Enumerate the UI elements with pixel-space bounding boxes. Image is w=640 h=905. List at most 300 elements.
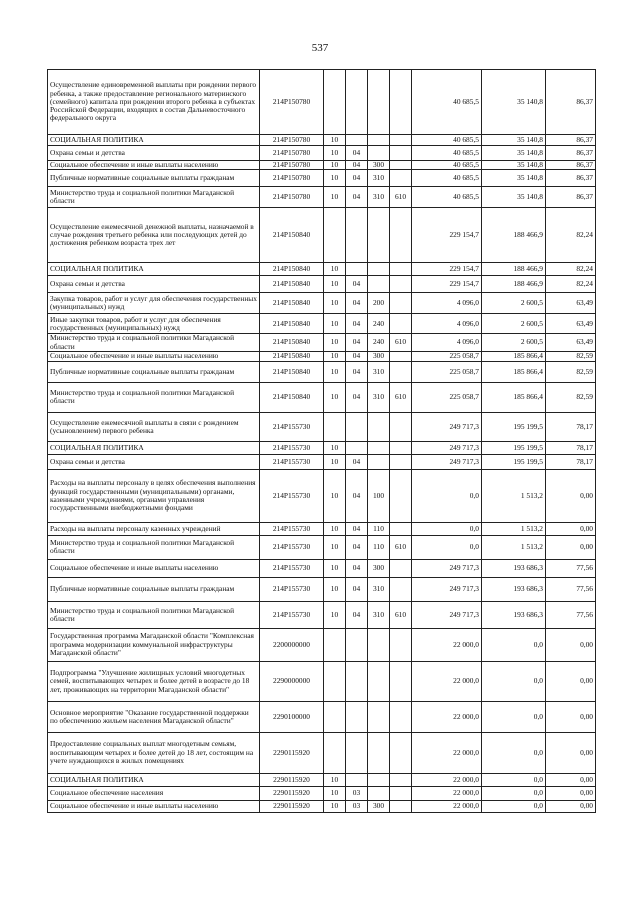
section-cell: 10 xyxy=(324,161,346,170)
subsection-cell: 04 xyxy=(346,522,368,535)
section-cell: 10 xyxy=(324,454,346,469)
admin-code-cell xyxy=(390,522,412,535)
subsection-cell xyxy=(346,135,368,146)
subsection-cell xyxy=(346,208,368,263)
admin-code-cell xyxy=(390,351,412,361)
target-code-cell: 214P155730 xyxy=(260,535,324,559)
execution-percent-cell: 86,37 xyxy=(546,70,596,135)
row-name-cell: СОЦИАЛЬНАЯ ПОЛИТИКА xyxy=(48,773,260,786)
execution-percent-cell: 0,00 xyxy=(546,701,596,732)
row-name-cell: Расходы на выплаты персоналу казенных учреждений xyxy=(48,522,260,535)
row-name-cell: Осуществление единовременной выплаты при рождении первого ребенка, а также предоставление регионального материнского (семейного) капитала при рождении второго ребенка в субъектах Российской Федерации, входящих в состав Дальневосточного федерального округа xyxy=(48,70,260,135)
admin-code-cell: 610 xyxy=(390,535,412,559)
admin-code-cell xyxy=(390,732,412,773)
planned-amount-cell: 40 685,5 xyxy=(412,70,482,135)
expense-type-cell: 310 xyxy=(368,577,390,601)
admin-code-cell xyxy=(390,577,412,601)
admin-code-cell xyxy=(390,661,412,701)
planned-amount-cell: 22 000,0 xyxy=(412,701,482,732)
execution-percent-cell: 86,37 xyxy=(546,161,596,170)
planned-amount-cell: 40 685,5 xyxy=(412,187,482,208)
target-code-cell: 2290115920 xyxy=(260,732,324,773)
executed-amount-cell: 0,0 xyxy=(482,701,546,732)
subsection-cell xyxy=(346,661,368,701)
execution-percent-cell: 82,59 xyxy=(546,351,596,361)
row-name-cell: Социальное обеспечение и иные выплаты населению xyxy=(48,800,260,812)
table-row xyxy=(48,382,596,412)
planned-amount-cell: 225 058,7 xyxy=(412,351,482,361)
admin-code-cell xyxy=(390,135,412,146)
executed-amount-cell: 35 140,8 xyxy=(482,70,546,135)
row-name-cell: Осуществление ежемесячной денежной выплаты, назначаемой в случае рождения третьего ребенка или последующих детей до достижения ребенком возраста трех лет xyxy=(48,208,260,263)
execution-percent-cell: 77,56 xyxy=(546,559,596,577)
target-code-cell: 214P150840 xyxy=(260,263,324,276)
planned-amount-cell: 4 096,0 xyxy=(412,293,482,314)
budget-table xyxy=(47,69,596,813)
subsection-cell xyxy=(346,441,368,454)
table-row xyxy=(48,628,596,661)
executed-amount-cell: 193 686,3 xyxy=(482,577,546,601)
admin-code-cell xyxy=(390,276,412,293)
planned-amount-cell: 22 000,0 xyxy=(412,732,482,773)
section-cell: 10 xyxy=(324,187,346,208)
table-row xyxy=(48,577,596,601)
executed-amount-cell: 195 199,5 xyxy=(482,412,546,441)
target-code-cell: 214P150780 xyxy=(260,70,324,135)
execution-percent-cell: 63,49 xyxy=(546,334,596,352)
section-cell: 10 xyxy=(324,135,346,146)
subsection-cell: 04 xyxy=(346,469,368,522)
table-row xyxy=(48,732,596,773)
admin-code-cell xyxy=(390,293,412,314)
subsection-cell: 04 xyxy=(346,559,368,577)
section-cell: 10 xyxy=(324,263,346,276)
executed-amount-cell: 0,0 xyxy=(482,773,546,786)
table-row xyxy=(48,441,596,454)
section-cell: 10 xyxy=(324,382,346,412)
admin-code-cell xyxy=(390,412,412,441)
admin-code-cell xyxy=(390,170,412,187)
section-cell: 10 xyxy=(324,522,346,535)
admin-code-cell: 610 xyxy=(390,334,412,352)
admin-code-cell xyxy=(390,361,412,382)
table-row xyxy=(48,361,596,382)
row-name-cell: СОЦИАЛЬНАЯ ПОЛИТИКА xyxy=(48,263,260,276)
expense-type-cell: 310 xyxy=(368,361,390,382)
row-name-cell: Основное мероприятие "Оказание государственной поддержки по обеспечению жильем населения Магаданской области" xyxy=(48,701,260,732)
subsection-cell: 03 xyxy=(346,786,368,800)
row-name-cell: Социальное обеспечение населения xyxy=(48,786,260,800)
target-code-cell: 214P150840 xyxy=(260,334,324,352)
subsection-cell: 04 xyxy=(346,577,368,601)
page-number: 537 xyxy=(311,42,329,54)
execution-percent-cell: 86,37 xyxy=(546,170,596,187)
target-code-cell: 214P155730 xyxy=(260,577,324,601)
row-name-cell: Публичные нормативные социальные выплаты гражданам xyxy=(48,577,260,601)
execution-percent-cell: 86,37 xyxy=(546,146,596,161)
table-row xyxy=(48,170,596,187)
admin-code-cell: 610 xyxy=(390,382,412,412)
subsection-cell xyxy=(346,628,368,661)
executed-amount-cell: 0,0 xyxy=(482,800,546,812)
target-code-cell: 214P155730 xyxy=(260,454,324,469)
admin-code-cell: 610 xyxy=(390,601,412,628)
executed-amount-cell: 185 866,4 xyxy=(482,382,546,412)
table-row xyxy=(48,522,596,535)
planned-amount-cell: 249 717,3 xyxy=(412,454,482,469)
expense-type-cell xyxy=(368,441,390,454)
admin-code-cell xyxy=(390,469,412,522)
execution-percent-cell: 86,37 xyxy=(546,135,596,146)
planned-amount-cell: 249 717,3 xyxy=(412,559,482,577)
admin-code-cell xyxy=(390,314,412,334)
admin-code-cell xyxy=(390,146,412,161)
admin-code-cell: 610 xyxy=(390,187,412,208)
planned-amount-cell: 229 154,7 xyxy=(412,263,482,276)
row-name-cell: Охрана семьи и детства xyxy=(48,146,260,161)
planned-amount-cell: 4 096,0 xyxy=(412,314,482,334)
section-cell xyxy=(324,70,346,135)
section-cell: 10 xyxy=(324,773,346,786)
planned-amount-cell: 229 154,7 xyxy=(412,276,482,293)
executed-amount-cell: 2 600,5 xyxy=(482,334,546,352)
subsection-cell: 04 xyxy=(346,293,368,314)
subsection-cell: 04 xyxy=(346,334,368,352)
planned-amount-cell: 225 058,7 xyxy=(412,361,482,382)
executed-amount-cell: 1 513,2 xyxy=(482,535,546,559)
execution-percent-cell: 0,00 xyxy=(546,628,596,661)
row-name-cell: Расходы на выплаты персоналу в целях обеспечения выполнения функций государственными (муниципальными) органами, казенными учреждениями, органами управления государственными внебюджетными фондами xyxy=(48,469,260,522)
section-cell xyxy=(324,701,346,732)
executed-amount-cell: 35 140,8 xyxy=(482,161,546,170)
subsection-cell xyxy=(346,773,368,786)
planned-amount-cell: 40 685,5 xyxy=(412,170,482,187)
execution-percent-cell: 0,00 xyxy=(546,732,596,773)
executed-amount-cell: 2 600,5 xyxy=(482,293,546,314)
row-name-cell: Иные закупки товаров, работ и услуг для обеспечения государственных (муниципальных) нужд xyxy=(48,314,260,334)
expense-type-cell xyxy=(368,773,390,786)
target-code-cell: 214P150780 xyxy=(260,135,324,146)
target-code-cell: 214P150780 xyxy=(260,170,324,187)
subsection-cell: 04 xyxy=(346,146,368,161)
planned-amount-cell: 22 000,0 xyxy=(412,628,482,661)
admin-code-cell xyxy=(390,800,412,812)
row-name-cell: Охрана семьи и детства xyxy=(48,454,260,469)
table-row xyxy=(48,146,596,161)
row-name-cell: Социальное обеспечение и иные выплаты населению xyxy=(48,161,260,170)
subsection-cell: 04 xyxy=(346,161,368,170)
expense-type-cell: 310 xyxy=(368,601,390,628)
planned-amount-cell: 40 685,5 xyxy=(412,135,482,146)
section-cell: 10 xyxy=(324,441,346,454)
executed-amount-cell: 2 600,5 xyxy=(482,314,546,334)
target-code-cell: 214P150840 xyxy=(260,351,324,361)
table-row xyxy=(48,701,596,732)
subsection-cell xyxy=(346,412,368,441)
subsection-cell: 04 xyxy=(346,314,368,334)
subsection-cell: 04 xyxy=(346,276,368,293)
table-row xyxy=(48,351,596,361)
subsection-cell: 04 xyxy=(346,170,368,187)
table-row xyxy=(48,276,596,293)
target-code-cell: 214P155730 xyxy=(260,601,324,628)
target-code-cell: 214P155730 xyxy=(260,469,324,522)
row-name-cell: Публичные нормативные социальные выплаты гражданам xyxy=(48,361,260,382)
expense-type-cell xyxy=(368,70,390,135)
execution-percent-cell: 77,56 xyxy=(546,601,596,628)
subsection-cell: 04 xyxy=(346,454,368,469)
target-code-cell: 2290115920 xyxy=(260,800,324,812)
planned-amount-cell: 40 685,5 xyxy=(412,146,482,161)
admin-code-cell xyxy=(390,263,412,276)
subsection-cell: 04 xyxy=(346,351,368,361)
executed-amount-cell: 35 140,8 xyxy=(482,135,546,146)
execution-percent-cell: 0,00 xyxy=(546,469,596,522)
row-name-cell: Министерство труда и социальной политики Магаданской области xyxy=(48,601,260,628)
executed-amount-cell: 193 686,3 xyxy=(482,601,546,628)
table-row xyxy=(48,70,596,135)
target-code-cell: 214P155730 xyxy=(260,559,324,577)
planned-amount-cell: 22 000,0 xyxy=(412,661,482,701)
execution-percent-cell: 63,49 xyxy=(546,314,596,334)
execution-percent-cell: 63,49 xyxy=(546,293,596,314)
admin-code-cell xyxy=(390,773,412,786)
expense-type-cell: 310 xyxy=(368,187,390,208)
admin-code-cell xyxy=(390,454,412,469)
execution-percent-cell: 0,00 xyxy=(546,773,596,786)
subsection-cell: 04 xyxy=(346,382,368,412)
executed-amount-cell: 188 466,9 xyxy=(482,208,546,263)
admin-code-cell xyxy=(390,208,412,263)
execution-percent-cell: 82,24 xyxy=(546,208,596,263)
expense-type-cell xyxy=(368,412,390,441)
table-row xyxy=(48,293,596,314)
executed-amount-cell: 1 513,2 xyxy=(482,522,546,535)
subsection-cell xyxy=(346,701,368,732)
execution-percent-cell: 0,00 xyxy=(546,786,596,800)
executed-amount-cell: 35 140,8 xyxy=(482,146,546,161)
target-code-cell: 2290115920 xyxy=(260,773,324,786)
section-cell: 10 xyxy=(324,786,346,800)
target-code-cell: 214P155730 xyxy=(260,522,324,535)
executed-amount-cell: 188 466,9 xyxy=(482,263,546,276)
table-row xyxy=(48,263,596,276)
subsection-cell xyxy=(346,732,368,773)
row-name-cell: Министерство труда и социальной политики Магаданской области xyxy=(48,334,260,352)
table-row xyxy=(48,135,596,146)
planned-amount-cell: 22 000,0 xyxy=(412,773,482,786)
table-row xyxy=(48,800,596,812)
expense-type-cell: 310 xyxy=(368,382,390,412)
planned-amount-cell: 40 685,5 xyxy=(412,161,482,170)
table-row xyxy=(48,661,596,701)
section-cell: 10 xyxy=(324,146,346,161)
table-row xyxy=(48,187,596,208)
section-cell xyxy=(324,661,346,701)
row-name-cell: СОЦИАЛЬНАЯ ПОЛИТИКА xyxy=(48,441,260,454)
planned-amount-cell: 0,0 xyxy=(412,469,482,522)
section-cell: 10 xyxy=(324,361,346,382)
row-name-cell: Министерство труда и социальной политики Магаданской области xyxy=(48,187,260,208)
executed-amount-cell: 188 466,9 xyxy=(482,276,546,293)
expense-type-cell xyxy=(368,454,390,469)
table-row xyxy=(48,773,596,786)
section-cell: 10 xyxy=(324,559,346,577)
admin-code-cell xyxy=(390,701,412,732)
row-name-cell: Социальное обеспечение и иные выплаты населению xyxy=(48,351,260,361)
execution-percent-cell: 82,24 xyxy=(546,263,596,276)
expense-type-cell: 110 xyxy=(368,535,390,559)
admin-code-cell xyxy=(390,559,412,577)
target-code-cell: 214P150840 xyxy=(260,293,324,314)
section-cell: 10 xyxy=(324,351,346,361)
planned-amount-cell: 4 096,0 xyxy=(412,334,482,352)
expense-type-cell xyxy=(368,701,390,732)
target-code-cell: 2290115920 xyxy=(260,786,324,800)
section-cell: 10 xyxy=(324,170,346,187)
admin-code-cell xyxy=(390,70,412,135)
row-name-cell: Министерство труда и социальной политики Магаданской области xyxy=(48,382,260,412)
target-code-cell: 2200000000 xyxy=(260,628,324,661)
expense-type-cell: 240 xyxy=(368,334,390,352)
table-row xyxy=(48,469,596,522)
planned-amount-cell: 225 058,7 xyxy=(412,382,482,412)
expense-type-cell: 200 xyxy=(368,293,390,314)
executed-amount-cell: 0,0 xyxy=(482,732,546,773)
execution-percent-cell: 78,17 xyxy=(546,454,596,469)
target-code-cell: 214P150840 xyxy=(260,314,324,334)
target-code-cell: 214P150840 xyxy=(260,382,324,412)
execution-percent-cell: 0,00 xyxy=(546,661,596,701)
expense-type-cell: 300 xyxy=(368,351,390,361)
expense-type-cell: 300 xyxy=(368,559,390,577)
target-code-cell: 214P150840 xyxy=(260,276,324,293)
planned-amount-cell: 249 717,3 xyxy=(412,601,482,628)
section-cell: 10 xyxy=(324,469,346,522)
target-code-cell: 214P150840 xyxy=(260,361,324,382)
row-name-cell: Осуществление ежемесячной выплаты в связи с рождением (усыновлением) первого ребенка xyxy=(48,412,260,441)
table-row xyxy=(48,601,596,628)
executed-amount-cell: 0,0 xyxy=(482,786,546,800)
section-cell xyxy=(324,208,346,263)
executed-amount-cell: 35 140,8 xyxy=(482,187,546,208)
target-code-cell: 2290000000 xyxy=(260,661,324,701)
table-row xyxy=(48,412,596,441)
target-code-cell: 214P150840 xyxy=(260,208,324,263)
expense-type-cell xyxy=(368,786,390,800)
section-cell: 10 xyxy=(324,276,346,293)
row-name-cell: Социальное обеспечение и иные выплаты населению xyxy=(48,559,260,577)
executed-amount-cell: 195 199,5 xyxy=(482,454,546,469)
executed-amount-cell: 0,0 xyxy=(482,661,546,701)
target-code-cell: 214P150780 xyxy=(260,146,324,161)
subsection-cell: 04 xyxy=(346,601,368,628)
execution-percent-cell: 0,00 xyxy=(546,522,596,535)
section-cell xyxy=(324,412,346,441)
section-cell: 10 xyxy=(324,314,346,334)
admin-code-cell xyxy=(390,441,412,454)
expense-type-cell xyxy=(368,146,390,161)
executed-amount-cell: 0,0 xyxy=(482,628,546,661)
admin-code-cell xyxy=(390,628,412,661)
section-cell xyxy=(324,732,346,773)
section-cell: 10 xyxy=(324,535,346,559)
subsection-cell: 03 xyxy=(346,800,368,812)
expense-type-cell xyxy=(368,628,390,661)
table-row xyxy=(48,161,596,170)
execution-percent-cell: 82,24 xyxy=(546,276,596,293)
planned-amount-cell: 0,0 xyxy=(412,522,482,535)
executed-amount-cell: 1 513,2 xyxy=(482,469,546,522)
expense-type-cell xyxy=(368,276,390,293)
execution-percent-cell: 82,59 xyxy=(546,382,596,412)
expense-type-cell: 100 xyxy=(368,469,390,522)
row-name-cell: Государственная программа Магаданской области "Комплексная программа модернизации коммунальной инфраструктуры Магаданской области" xyxy=(48,628,260,661)
expense-type-cell: 300 xyxy=(368,800,390,812)
row-name-cell: Подпрограмма "Улучшение жилищных условий многодетных семей, воспитывающих четырех и более детей в возрасте до 18 лет, проживающих на территории Магаданской области" xyxy=(48,661,260,701)
table-row xyxy=(48,786,596,800)
expense-type-cell xyxy=(368,661,390,701)
target-code-cell: 214P150780 xyxy=(260,161,324,170)
subsection-cell xyxy=(346,70,368,135)
execution-percent-cell: 77,56 xyxy=(546,577,596,601)
executed-amount-cell: 35 140,8 xyxy=(482,170,546,187)
row-name-cell: Предоставление социальных выплат многодетным семьям, воспитывающим четырех и более детей до 18 лет, состоящим на учете нуждающихся в жилых помещениях xyxy=(48,732,260,773)
executed-amount-cell: 193 686,3 xyxy=(482,559,546,577)
table-row xyxy=(48,559,596,577)
expense-type-cell xyxy=(368,732,390,773)
table-row xyxy=(48,454,596,469)
target-code-cell: 2290100000 xyxy=(260,701,324,732)
planned-amount-cell: 22 000,0 xyxy=(412,786,482,800)
row-name-cell: Публичные нормативные социальные выплаты гражданам xyxy=(48,170,260,187)
row-name-cell: Закупка товаров, работ и услуг для обеспечения государственных (муниципальных) нужд xyxy=(48,293,260,314)
admin-code-cell xyxy=(390,161,412,170)
section-cell: 10 xyxy=(324,334,346,352)
section-cell: 10 xyxy=(324,601,346,628)
target-code-cell: 214P155730 xyxy=(260,412,324,441)
planned-amount-cell: 0,0 xyxy=(412,535,482,559)
subsection-cell: 04 xyxy=(346,187,368,208)
execution-percent-cell: 78,17 xyxy=(546,441,596,454)
table-row xyxy=(48,208,596,263)
expense-type-cell: 110 xyxy=(368,522,390,535)
row-name-cell: Охрана семьи и детства xyxy=(48,276,260,293)
row-name-cell: СОЦИАЛЬНАЯ ПОЛИТИКА xyxy=(48,135,260,146)
planned-amount-cell: 249 717,3 xyxy=(412,441,482,454)
section-cell: 10 xyxy=(324,577,346,601)
planned-amount-cell: 229 154,7 xyxy=(412,208,482,263)
subsection-cell: 04 xyxy=(346,535,368,559)
subsection-cell xyxy=(346,263,368,276)
section-cell: 10 xyxy=(324,293,346,314)
subsection-cell: 04 xyxy=(346,361,368,382)
planned-amount-cell: 249 717,3 xyxy=(412,412,482,441)
expense-type-cell xyxy=(368,208,390,263)
executed-amount-cell: 185 866,4 xyxy=(482,351,546,361)
planned-amount-cell: 249 717,3 xyxy=(412,577,482,601)
row-name-cell: Министерство труда и социальной политики Магаданской области xyxy=(48,535,260,559)
expense-type-cell xyxy=(368,135,390,146)
table-row xyxy=(48,314,596,334)
expense-type-cell xyxy=(368,263,390,276)
admin-code-cell xyxy=(390,786,412,800)
execution-percent-cell: 86,37 xyxy=(546,187,596,208)
expense-type-cell: 300 xyxy=(368,161,390,170)
execution-percent-cell: 0,00 xyxy=(546,535,596,559)
expense-type-cell: 240 xyxy=(368,314,390,334)
target-code-cell: 214P150780 xyxy=(260,187,324,208)
